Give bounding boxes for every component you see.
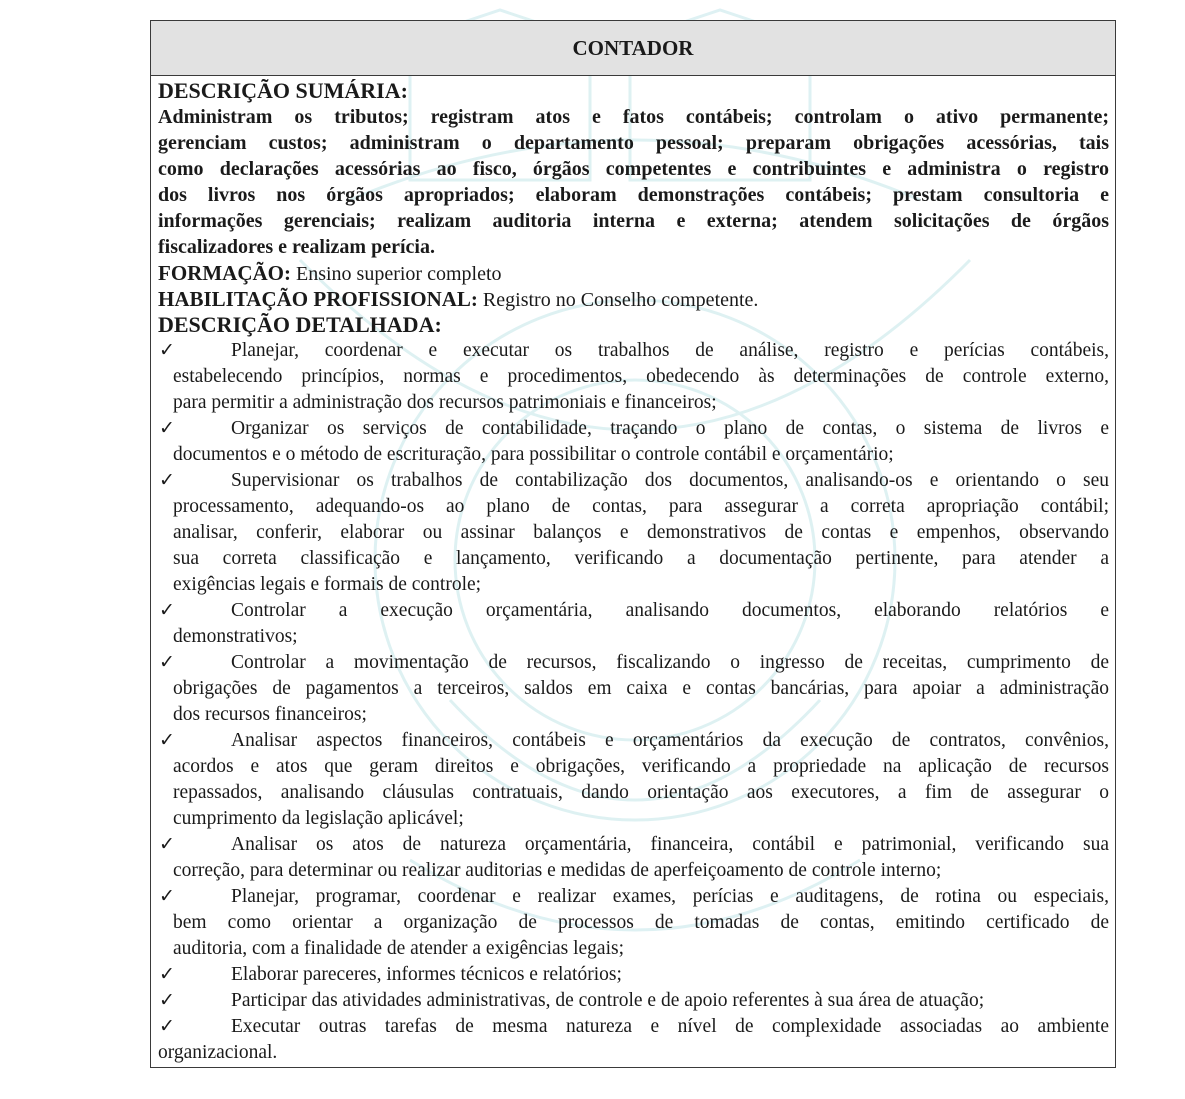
check-mark-icon: ✓ <box>159 470 175 491</box>
check-mark-icon: ✓ <box>159 600 175 621</box>
list-item <box>158 962 1109 988</box>
check-mark-icon: ✓ <box>159 652 175 673</box>
summary-line: informações gerenciais; realizam auditoria interna e externa; atendem solicitações de órgãos <box>158 210 1109 232</box>
list-item <box>158 988 1109 1014</box>
list-item <box>158 832 1109 884</box>
summary-line: fiscalizadores e realizam perícia. <box>158 236 435 258</box>
list-item-line: Controlar a execução orçamentária, analisando documentos, elaborando relatórios e <box>231 600 1109 621</box>
list-item-line: Controlar a movimentação de recursos, fiscalizando o ingresso de receitas, cumprimento de <box>231 652 1109 673</box>
list-item-line: correção, para determinar ou realizar auditorias e medidas de aperfeiçoamento de controle interno; <box>173 860 942 881</box>
list-item-line: Analisar aspectos financeiros, contábeis e orçamentários da execução de contratos, convênios, <box>231 730 1109 751</box>
summary-line: gerenciam custos; administram o departamento pessoal; preparam obrigações acessórias, tais <box>158 132 1109 154</box>
list-item-line: Organizar os serviços de contabilidade, traçando o plano de contas, o sistema de livros e <box>231 418 1109 439</box>
list-item-line: organizacional. <box>158 1042 278 1063</box>
list-item-line: analisar, conferir, elaborar ou assinar balanços e demonstrativos de contas e empenhos, observando <box>173 522 1109 543</box>
list-item-line: estabelecendo princípios, normas e procedimentos, obedecendo às determinações de controle externo, <box>173 366 1109 387</box>
list-item-line: acordos e atos que geram direitos e obrigações, verificando a propriedade na aplicação de recursos <box>173 756 1109 777</box>
list-item <box>158 338 1109 416</box>
list-item-line: auditoria, com a finalidade de atender a exigências legais; <box>173 938 625 959</box>
list-item-line: dos recursos financeiros; <box>173 704 367 725</box>
list-item <box>158 728 1109 832</box>
list-item-line: Elaborar pareceres, informes técnicos e relatórios; <box>231 964 622 985</box>
list-item-line: Supervisionar os trabalhos de contabilização dos documentos, analisando-os e orientando o seu <box>231 470 1109 491</box>
list-item-line: documentos e o método de escrituração, para possibilitar o controle contábil e orçamentário; <box>173 444 894 465</box>
detailed-list <box>158 338 1109 1066</box>
formacao-value: Ensino superior completo <box>295 263 502 285</box>
list-item <box>158 1014 1109 1066</box>
check-mark-icon: ✓ <box>159 964 175 985</box>
list-item-line: sua correta classificação e lançamento, verificando a documentação pertinente, para atender a <box>173 548 1109 569</box>
list-item-line: cumprimento da legislação aplicável; <box>173 808 464 829</box>
summary-heading: DESCRIÇÃO SUMÁRIA: <box>158 78 408 103</box>
list-item-line: obrigações de pagamentos a terceiros, saldos em caixa e contas bancárias, para apoiar a administração <box>173 678 1109 699</box>
check-mark-icon: ✓ <box>159 730 175 751</box>
job-description-box <box>150 20 1116 1068</box>
habilitacao-value: Registro no Conselho competente. <box>482 289 759 311</box>
list-item-line: processamento, adequando-os ao plano de contas, para assegurar a correta apropriação contábil; <box>173 496 1109 517</box>
habilitacao-label: HABILITAÇÃO PROFISSIONAL: <box>158 287 478 311</box>
list-item-line: Analisar os atos de natureza orçamentária, financeira, contábil e patrimonial, verificando sua <box>231 834 1109 855</box>
list-item <box>158 650 1109 728</box>
summary-text <box>158 104 1109 260</box>
check-mark-icon: ✓ <box>159 1016 175 1037</box>
summary-line: Administram os tributos; registram atos e fatos contábeis; controlam o ativo permanente; <box>158 106 1109 128</box>
habilitacao-line <box>158 286 1109 312</box>
list-item-line: exigências legais e formais de controle; <box>173 574 482 595</box>
summary-line: como declarações acessórias ao fisco, órgãos competentes e contribuintes e administra o registro <box>158 158 1109 180</box>
formacao-line <box>158 260 1109 286</box>
check-mark-icon: ✓ <box>159 990 175 1011</box>
detailed-heading: DESCRIÇÃO DETALHADA: <box>158 312 442 337</box>
check-mark-icon: ✓ <box>159 340 175 361</box>
list-item-line: demonstrativos; <box>173 626 298 647</box>
list-item <box>158 598 1109 650</box>
content <box>151 76 1115 1066</box>
title-header <box>151 21 1115 76</box>
list-item <box>158 468 1109 598</box>
list-item-line: Participar das atividades administrativas, de controle e de apoio referentes à sua área de atuação; <box>231 990 985 1011</box>
check-mark-icon: ✓ <box>159 886 175 907</box>
check-mark-icon: ✓ <box>159 834 175 855</box>
summary-line: dos livros nos órgãos apropriados; elaboram demonstrações contábeis; prestam consultoria e <box>158 184 1109 206</box>
list-item-line: Planejar, coordenar e executar os trabalhos de análise, registro e perícias contábeis, <box>231 340 1109 361</box>
check-mark-icon: ✓ <box>159 418 175 439</box>
list-item-line: Planejar, programar, coordenar e realizar exames, perícias e auditagens, de rotina ou especiais, <box>231 886 1109 907</box>
list-item-line: bem como orientar a organização de processos de tomadas de contas, emitindo certificado de <box>173 912 1109 933</box>
list-item-line: para permitir a administração dos recursos patrimoniais e financeiros; <box>173 392 717 413</box>
list-item <box>158 416 1109 468</box>
list-item-line: repassados, analisando cláusulas contratuais, dando orientação aos executores, a fim de assegurar o <box>173 782 1109 803</box>
list-item-line: Executar outras tarefas de mesma natureza e nível de complexidade associadas ao ambiente <box>231 1016 1109 1037</box>
job-title: CONTADOR <box>572 35 694 60</box>
list-item <box>158 884 1109 962</box>
formacao-label: FORMAÇÃO: <box>158 261 291 285</box>
